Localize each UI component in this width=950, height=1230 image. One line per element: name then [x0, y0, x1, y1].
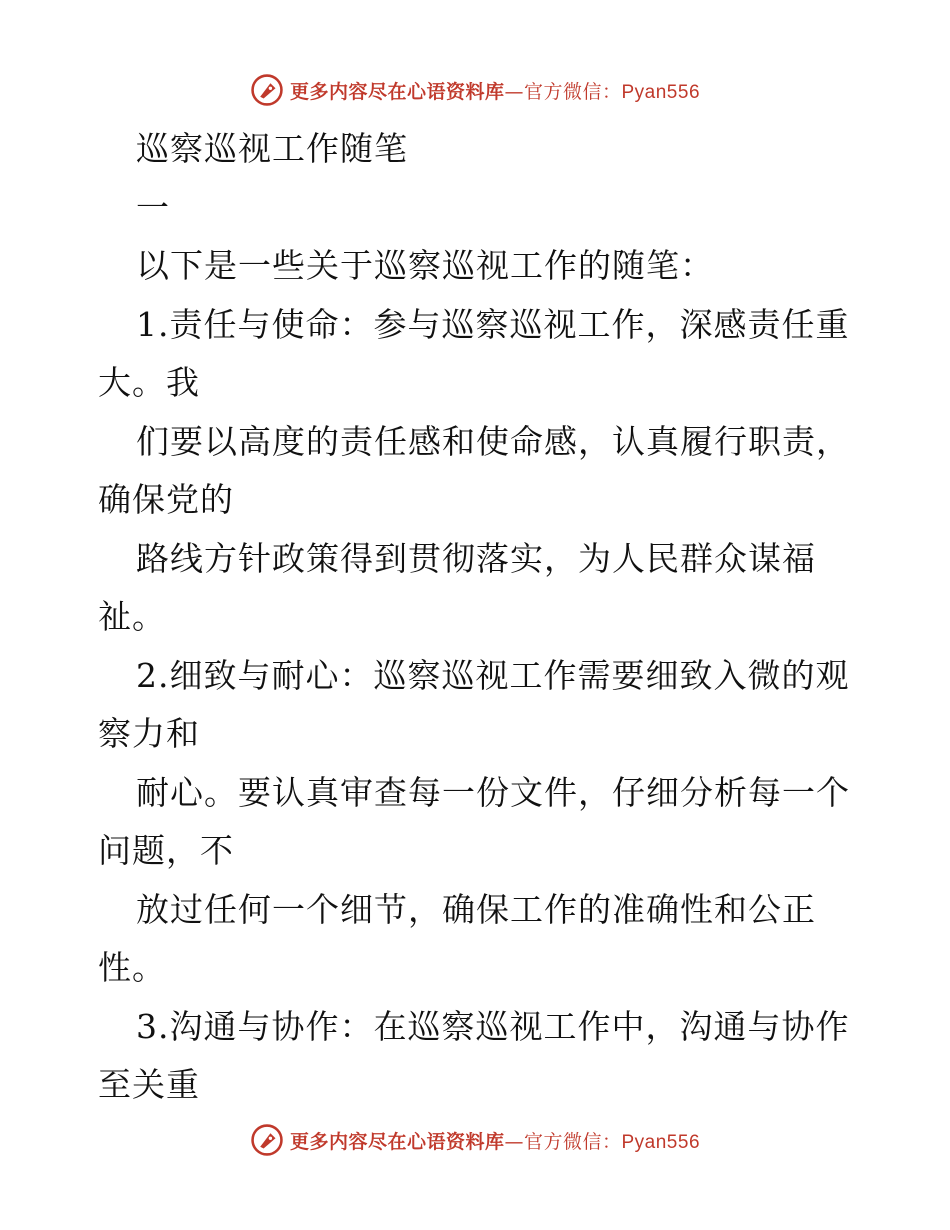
banner-dash: — [504, 1130, 524, 1153]
banner-wechat-label: 官方微信： [523, 1130, 622, 1153]
paragraph-line: 放过任何一个细节，确保工作的准确性和公正 [136, 889, 816, 929]
document-body [98, 120, 878, 1115]
paragraph-line: 性。 [98, 948, 166, 987]
paragraph-line: 路线方针政策得到贯彻落实，为人民群众谋福 [136, 538, 816, 578]
footer-banner [0, 1120, 950, 1160]
pen-nib-logo-icon [250, 1123, 284, 1157]
paragraph-line: 2.细致与耐心：巡察巡视工作需要细致入微的观 [136, 655, 850, 695]
paragraph-line: 察力和 [98, 714, 200, 753]
banner-account: Pyan556 [621, 81, 701, 103]
paragraph-line: 以下是一些关于巡察巡视工作的随笔： [136, 246, 714, 285]
section-number: 一 [136, 187, 170, 227]
banner-account: Pyan556 [621, 1131, 701, 1153]
paragraph-line: 问题，不 [98, 831, 234, 870]
paragraph-line: 耐心。要认真审查每一份文件，仔细分析每一个 [136, 772, 850, 812]
paragraph-line: 3.沟通与协作：在巡察巡视工作中，沟通与协作 [136, 1006, 850, 1046]
banner-text [290, 1127, 700, 1154]
paragraph-line: 祉。 [98, 597, 166, 636]
paragraph-line: 1.责任与使命：参与巡察巡视工作，深感责任重 [136, 304, 850, 344]
pen-nib-logo-icon [250, 73, 284, 107]
banner-main-text: 更多内容尽在心语资料库 [289, 80, 505, 103]
paragraph-line: 至关重 [98, 1065, 200, 1104]
header-banner [0, 70, 950, 110]
banner-dash: — [504, 80, 524, 103]
paragraph-line: 大。我 [98, 363, 200, 402]
banner-text [290, 77, 700, 104]
paragraph-line: 确保党的 [98, 480, 234, 519]
paragraph-line: 们要以高度的责任感和使命感，认真履行职责， [136, 421, 850, 461]
document-title: 巡察巡视工作随笔 [136, 129, 408, 168]
banner-wechat-label: 官方微信： [523, 80, 622, 103]
banner-main-text: 更多内容尽在心语资料库 [289, 1130, 505, 1153]
